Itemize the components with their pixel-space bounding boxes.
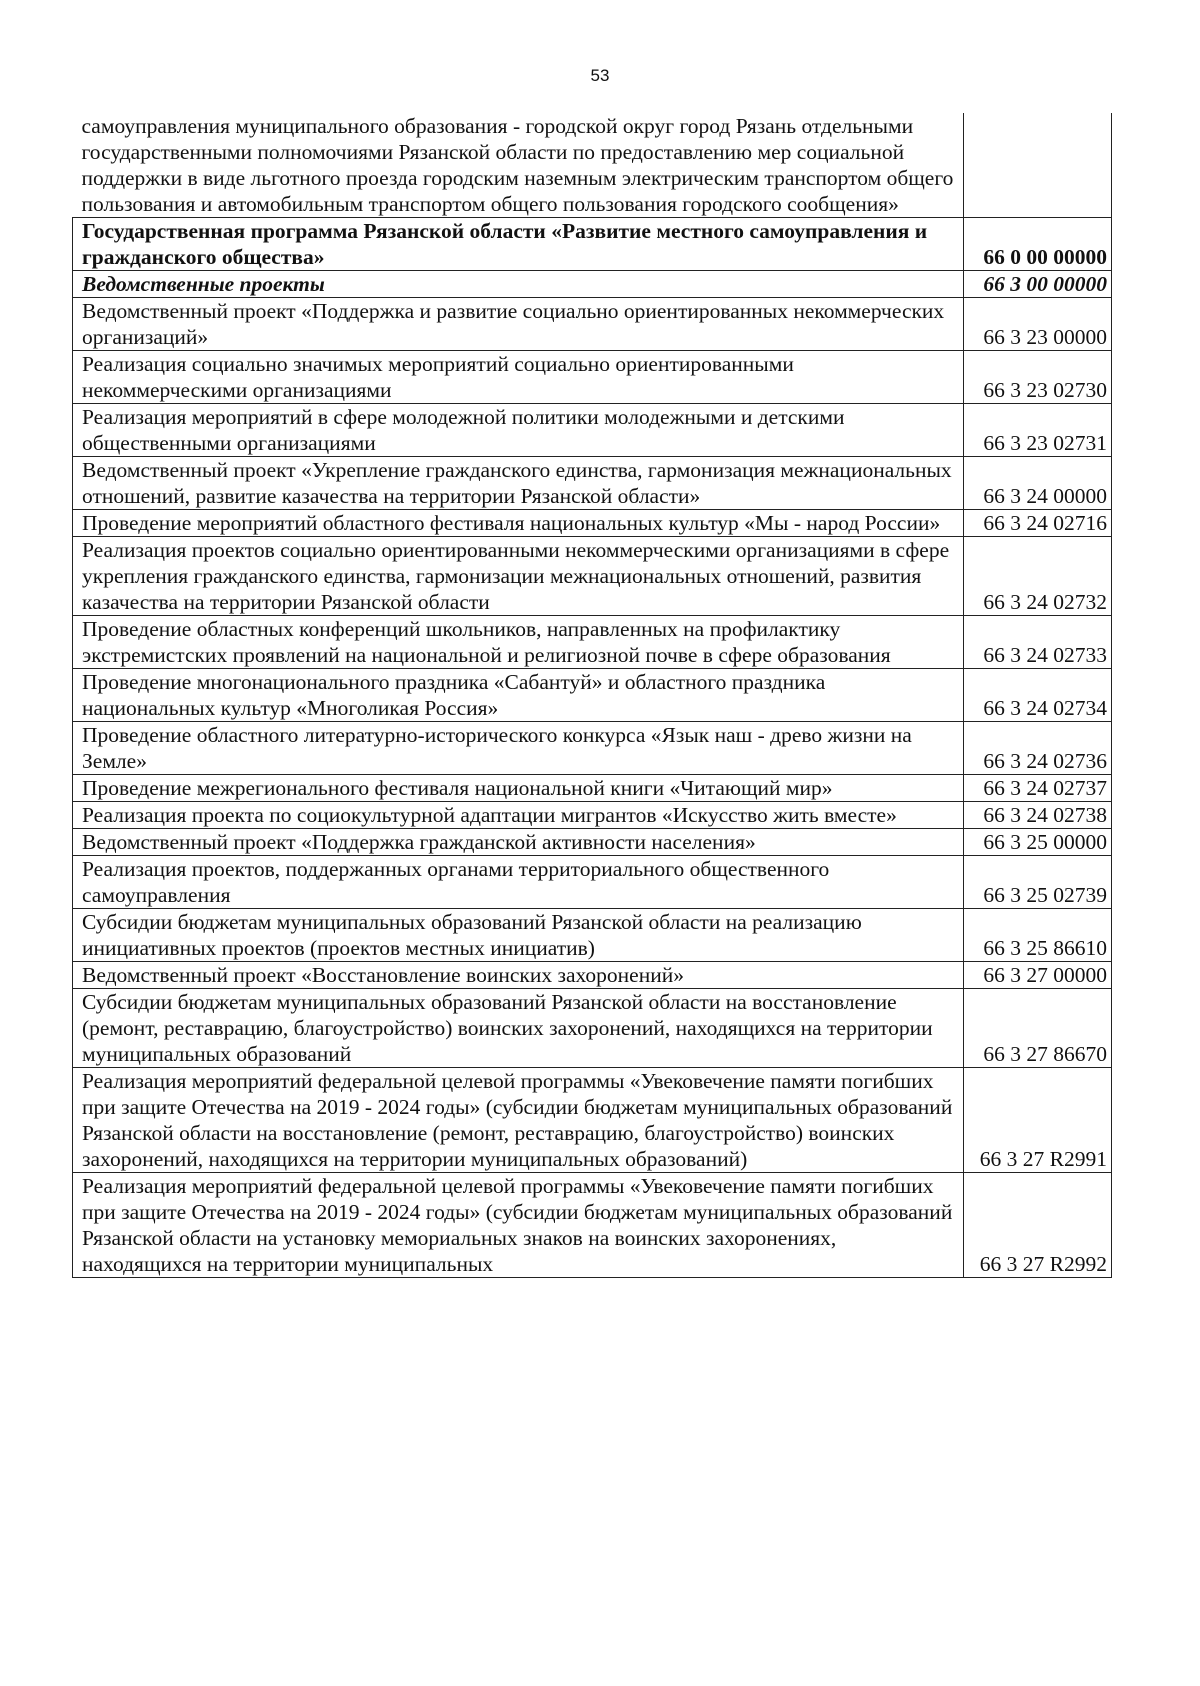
row-name: Реализация мероприятий в сфере молодежной политики молодежными и детскими общественными организациями — [73, 404, 964, 457]
row-name: Ведомственный проект «Поддержка и развитие социально ориентированных некоммерческих организаций» — [73, 298, 964, 351]
table-row — [73, 510, 1112, 537]
budget-classification-table — [72, 113, 1112, 1278]
table-row — [73, 404, 1112, 457]
row-code: 66 3 23 02730 — [963, 351, 1112, 404]
table-row — [73, 616, 1112, 669]
row-name: Реализация проектов социально ориентированными некоммерческими организациями в сфере укрепления гражданского единства, гармонизации межнациональных отношений, развития казачества на территории Рязанской области — [73, 537, 964, 616]
row-code — [963, 113, 1112, 218]
row-code: 66 3 24 02737 — [963, 775, 1112, 802]
row-name: Реализация проекта по социокультурной адаптации мигрантов «Искусство жить вместе» — [73, 802, 964, 829]
row-name: Ведомственный проект «Поддержка гражданской активности населения» — [73, 829, 964, 856]
row-code: 66 3 27 86670 — [963, 989, 1112, 1068]
table-row — [73, 218, 1112, 271]
row-name: Проведение областного литературно-исторического конкурса «Язык наш - древо жизни на Земле» — [73, 722, 964, 775]
row-code: 66 3 24 02716 — [963, 510, 1112, 537]
row-code: 66 3 24 02732 — [963, 537, 1112, 616]
row-name: Государственная программа Рязанской области «Развитие местного самоуправления и гражданского общества» — [73, 218, 964, 271]
row-name: Проведение мероприятий областного фестиваля национальных культур «Мы - народ России» — [73, 510, 964, 537]
table-row — [73, 989, 1112, 1068]
row-name: Субсидии бюджетам муниципальных образований Рязанской области на восстановление (ремонт, реставрацию, благоустройство) воинских захоронений, находящихся на территории муниципальных образований — [73, 989, 964, 1068]
row-code: 66 3 27 R2991 — [963, 1068, 1112, 1173]
table-row — [73, 537, 1112, 616]
table-row — [73, 802, 1112, 829]
table-row — [73, 1173, 1112, 1278]
table-row — [73, 722, 1112, 775]
row-name: Проведение многонационального праздника «Сабантуй» и областного праздника национальных культур «Многоликая Россия» — [73, 669, 964, 722]
row-name: Ведомственный проект «Восстановление воинских захоронений» — [73, 962, 964, 989]
row-name: Субсидии бюджетам муниципальных образований Рязанской области на реализацию инициативных проектов (проектов местных инициатив) — [73, 909, 964, 962]
table-row — [73, 457, 1112, 510]
row-code: 66 3 25 02739 — [963, 856, 1112, 909]
row-name: Ведомственные проекты — [73, 271, 964, 298]
row-name: Реализация мероприятий федеральной целевой программы «Увековечение памяти погибших при защите Отечества на 2019 - 2024 годы» (субсидии бюджетам муниципальных образований Рязанской области на установку мемориальных знаков на воинских захоронениях, находящихся на территории муниципальных — [73, 1173, 964, 1278]
table-row — [73, 775, 1112, 802]
row-code: 66 3 27 R2992 — [963, 1173, 1112, 1278]
row-name: Проведение межрегионального фестиваля национальной книги «Читающий мир» — [73, 775, 964, 802]
table-row — [73, 856, 1112, 909]
row-code: 66 3 23 02731 — [963, 404, 1112, 457]
table-row — [73, 271, 1112, 298]
table-row — [73, 298, 1112, 351]
row-name: самоуправления муниципального образования - городской округ город Рязань отдельными государственными полномочиями Рязанской области по предоставлению мер социальной поддержки в виде льготного проезда городским наземным электрическим транспортом общего пользования и автомобильным транспортом общего пользования городского сообщения» — [73, 113, 964, 218]
table-row — [73, 1068, 1112, 1173]
row-name: Реализация социально значимых мероприятий социально ориентированными некоммерческими организациями — [73, 351, 964, 404]
row-code: 66 3 24 02733 — [963, 616, 1112, 669]
row-code: 66 3 27 00000 — [963, 962, 1112, 989]
table-row — [73, 962, 1112, 989]
row-code: 66 3 25 86610 — [963, 909, 1112, 962]
table-row — [73, 909, 1112, 962]
row-name: Ведомственный проект «Укрепление гражданского единства, гармонизация межнациональных отношений, развитие казачества на территории Рязанской области» — [73, 457, 964, 510]
row-name: Реализация проектов, поддержанных органами территориального общественного самоуправления — [73, 856, 964, 909]
page-number: 53 — [590, 66, 610, 85]
row-code: 66 3 23 00000 — [963, 298, 1112, 351]
row-name: Проведение областных конференций школьников, направленных на профилактику экстремистских проявлений на национальной и религиозной почве в сфере образования — [73, 616, 964, 669]
row-code: 66 0 00 00000 — [963, 218, 1112, 271]
row-code: 66 3 00 00000 — [963, 271, 1112, 298]
table-row — [73, 351, 1112, 404]
table-row — [73, 829, 1112, 856]
row-name: Реализация мероприятий федеральной целевой программы «Увековечение памяти погибших при защите Отечества на 2019 - 2024 годы» (субсидии бюджетам муниципальных образований Рязанской области на восстановление (ремонт, реставрацию, благоустройство) воинских захоронений, находящихся на территории муниципальных образований) — [73, 1068, 964, 1173]
row-code: 66 3 24 00000 — [963, 457, 1112, 510]
row-code: 66 3 24 02734 — [963, 669, 1112, 722]
table-row — [73, 669, 1112, 722]
row-code: 66 3 25 00000 — [963, 829, 1112, 856]
row-code: 66 3 24 02736 — [963, 722, 1112, 775]
row-code: 66 3 24 02738 — [963, 802, 1112, 829]
table-row — [73, 113, 1112, 218]
